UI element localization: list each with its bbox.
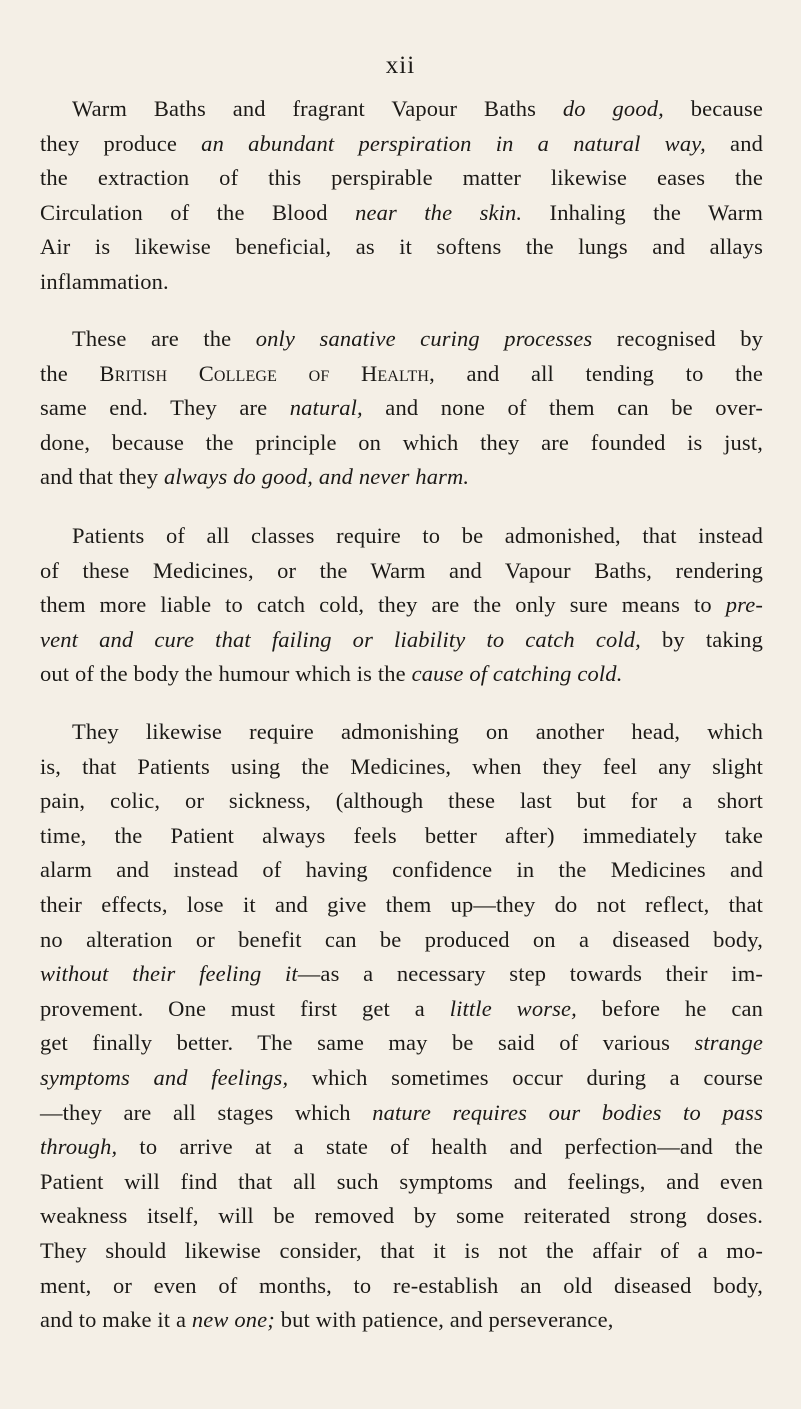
text-run: —they are all stages which xyxy=(40,1099,373,1125)
text-run: recognised by xyxy=(592,326,763,351)
text-run: Inhaling the Warm xyxy=(522,199,763,225)
italic-run: always do good, and never harm. xyxy=(163,464,470,490)
text-line xyxy=(40,1096,763,1131)
italic-run: nature requires our bodies to pass xyxy=(372,1099,763,1125)
text-run: done, because the principle on which they are founded is just, xyxy=(40,429,763,455)
text-run: the extraction of this perspirable matter likewise eases the xyxy=(40,165,763,191)
small-caps-run: British College of Health, xyxy=(99,360,435,386)
text-line xyxy=(40,1165,763,1200)
italic-run: new one; xyxy=(191,1307,275,1333)
text-run: They should likewise consider, that it is not the affair of a mo- xyxy=(40,1237,763,1263)
text-run: inflammation. xyxy=(40,268,169,294)
text-line xyxy=(40,426,763,461)
text-run: before he can xyxy=(576,995,764,1021)
text-run: get finally better. The same may be said of various xyxy=(40,1030,695,1056)
text-line xyxy=(40,957,763,992)
text-line xyxy=(40,391,763,426)
text-run: and all tending to the xyxy=(434,360,764,386)
italic-run: without their feeling it xyxy=(40,961,298,987)
italic-run: little worse, xyxy=(449,995,577,1021)
paragraph-admonishing xyxy=(40,715,763,1338)
text-line xyxy=(40,588,763,623)
text-line xyxy=(40,554,763,589)
text-run: but with patience, and perseverance, xyxy=(274,1307,614,1333)
text-line xyxy=(40,92,763,127)
paragraph-sanative-processes xyxy=(40,322,763,495)
italic-run: vent and cure that failing or liability to catch cold, xyxy=(40,626,641,652)
text-line xyxy=(40,923,763,958)
text-run: of these Medicines, or the Warm and Vapour Baths, rendering xyxy=(40,557,763,583)
italic-run: strange xyxy=(694,1030,763,1056)
text-run: they produce xyxy=(40,130,202,156)
text-line xyxy=(40,161,763,196)
text-run: Patients of all classes require to be admonished, that instead xyxy=(72,523,763,548)
text-line xyxy=(40,1061,763,1096)
text-line xyxy=(40,784,763,819)
text-line xyxy=(40,265,763,300)
italic-run: only sanative curing processes xyxy=(255,326,593,351)
italic-run: an abundant perspiration in a natural way, xyxy=(201,130,706,156)
italic-run: near the skin. xyxy=(355,199,523,225)
text-line xyxy=(40,1199,763,1234)
text-run: They likewise require admonishing on another head, which xyxy=(72,719,763,744)
text-run: ment, or even of months, to re-establish an old diseased body, xyxy=(40,1272,763,1298)
text-line xyxy=(40,657,763,692)
text-run: and that they xyxy=(40,464,164,490)
text-line xyxy=(40,715,763,750)
page-number: xii xyxy=(385,52,416,79)
text-run: and xyxy=(705,130,763,156)
text-line xyxy=(40,322,763,357)
text-line xyxy=(40,519,763,554)
text-run: provement. One must first get a xyxy=(40,995,450,1021)
text-line xyxy=(40,1130,763,1165)
text-run: Warm Baths and fragrant Vapour Baths xyxy=(72,96,563,121)
text-line xyxy=(40,623,763,658)
text-run: Air is likewise beneficial, as it softens the lungs and allays xyxy=(40,234,763,260)
text-run: These are the xyxy=(72,326,256,351)
text-line xyxy=(40,1234,763,1269)
text-run: and none of them can be over- xyxy=(362,395,763,421)
text-run: them more liable to catch cold, they are the only sure means to xyxy=(40,592,726,618)
text-line xyxy=(40,460,763,495)
italic-run: cause of catching cold. xyxy=(411,661,623,687)
text-line xyxy=(40,196,763,231)
text-run: pain, colic, or sickness, (although these last but for a short xyxy=(40,788,763,814)
text-line xyxy=(40,127,763,162)
text-line xyxy=(40,992,763,1027)
text-line xyxy=(40,1026,763,1061)
text-run: and to make it a xyxy=(40,1307,192,1333)
text-run: is, that Patients using the Medicines, when they feel any slight xyxy=(40,753,763,779)
text-run: to arrive at a state of health and perfection—and the xyxy=(117,1134,763,1160)
italic-run: pre- xyxy=(725,592,763,618)
text-run: same end. They are xyxy=(40,395,290,421)
text-run: which sometimes occur during a course xyxy=(288,1064,763,1090)
text-line xyxy=(40,750,763,785)
text-run: weakness itself, will be removed by some reiterated strong doses. xyxy=(40,1203,763,1229)
text-run: because xyxy=(663,96,764,121)
text-run: time, the Patient always feels better after) immediately take xyxy=(40,822,763,848)
text-run: no alteration or benefit can be produced on a diseased body, xyxy=(40,926,763,952)
text-run: the xyxy=(40,360,100,386)
text-line xyxy=(40,819,763,854)
paragraph-catching-cold xyxy=(40,519,763,692)
text-run: Patient will find that all such symptoms and feelings, and even xyxy=(40,1168,763,1194)
text-run: alarm and instead of having confidence in the Medicines and xyxy=(40,857,763,883)
text-line xyxy=(40,357,763,392)
text-run: Circulation of the Blood xyxy=(40,199,356,225)
text-run: their effects, lose it and give them up—they do not reflect, that xyxy=(40,891,763,917)
text-line xyxy=(40,853,763,888)
text-line xyxy=(40,1269,763,1304)
text-line xyxy=(40,888,763,923)
italic-run: natural, xyxy=(289,395,363,421)
text-run: out of the body the humour which is the xyxy=(40,661,412,687)
text-run: —as a necessary step towards their im- xyxy=(297,961,763,987)
italic-run: symptoms and feelings, xyxy=(40,1064,289,1090)
text-line xyxy=(40,230,763,265)
italic-run: do good, xyxy=(562,96,664,121)
paragraph-warm-baths xyxy=(40,92,763,300)
italic-run: through, xyxy=(40,1134,118,1160)
text-line xyxy=(40,1303,763,1338)
text-run: by taking xyxy=(640,626,763,652)
